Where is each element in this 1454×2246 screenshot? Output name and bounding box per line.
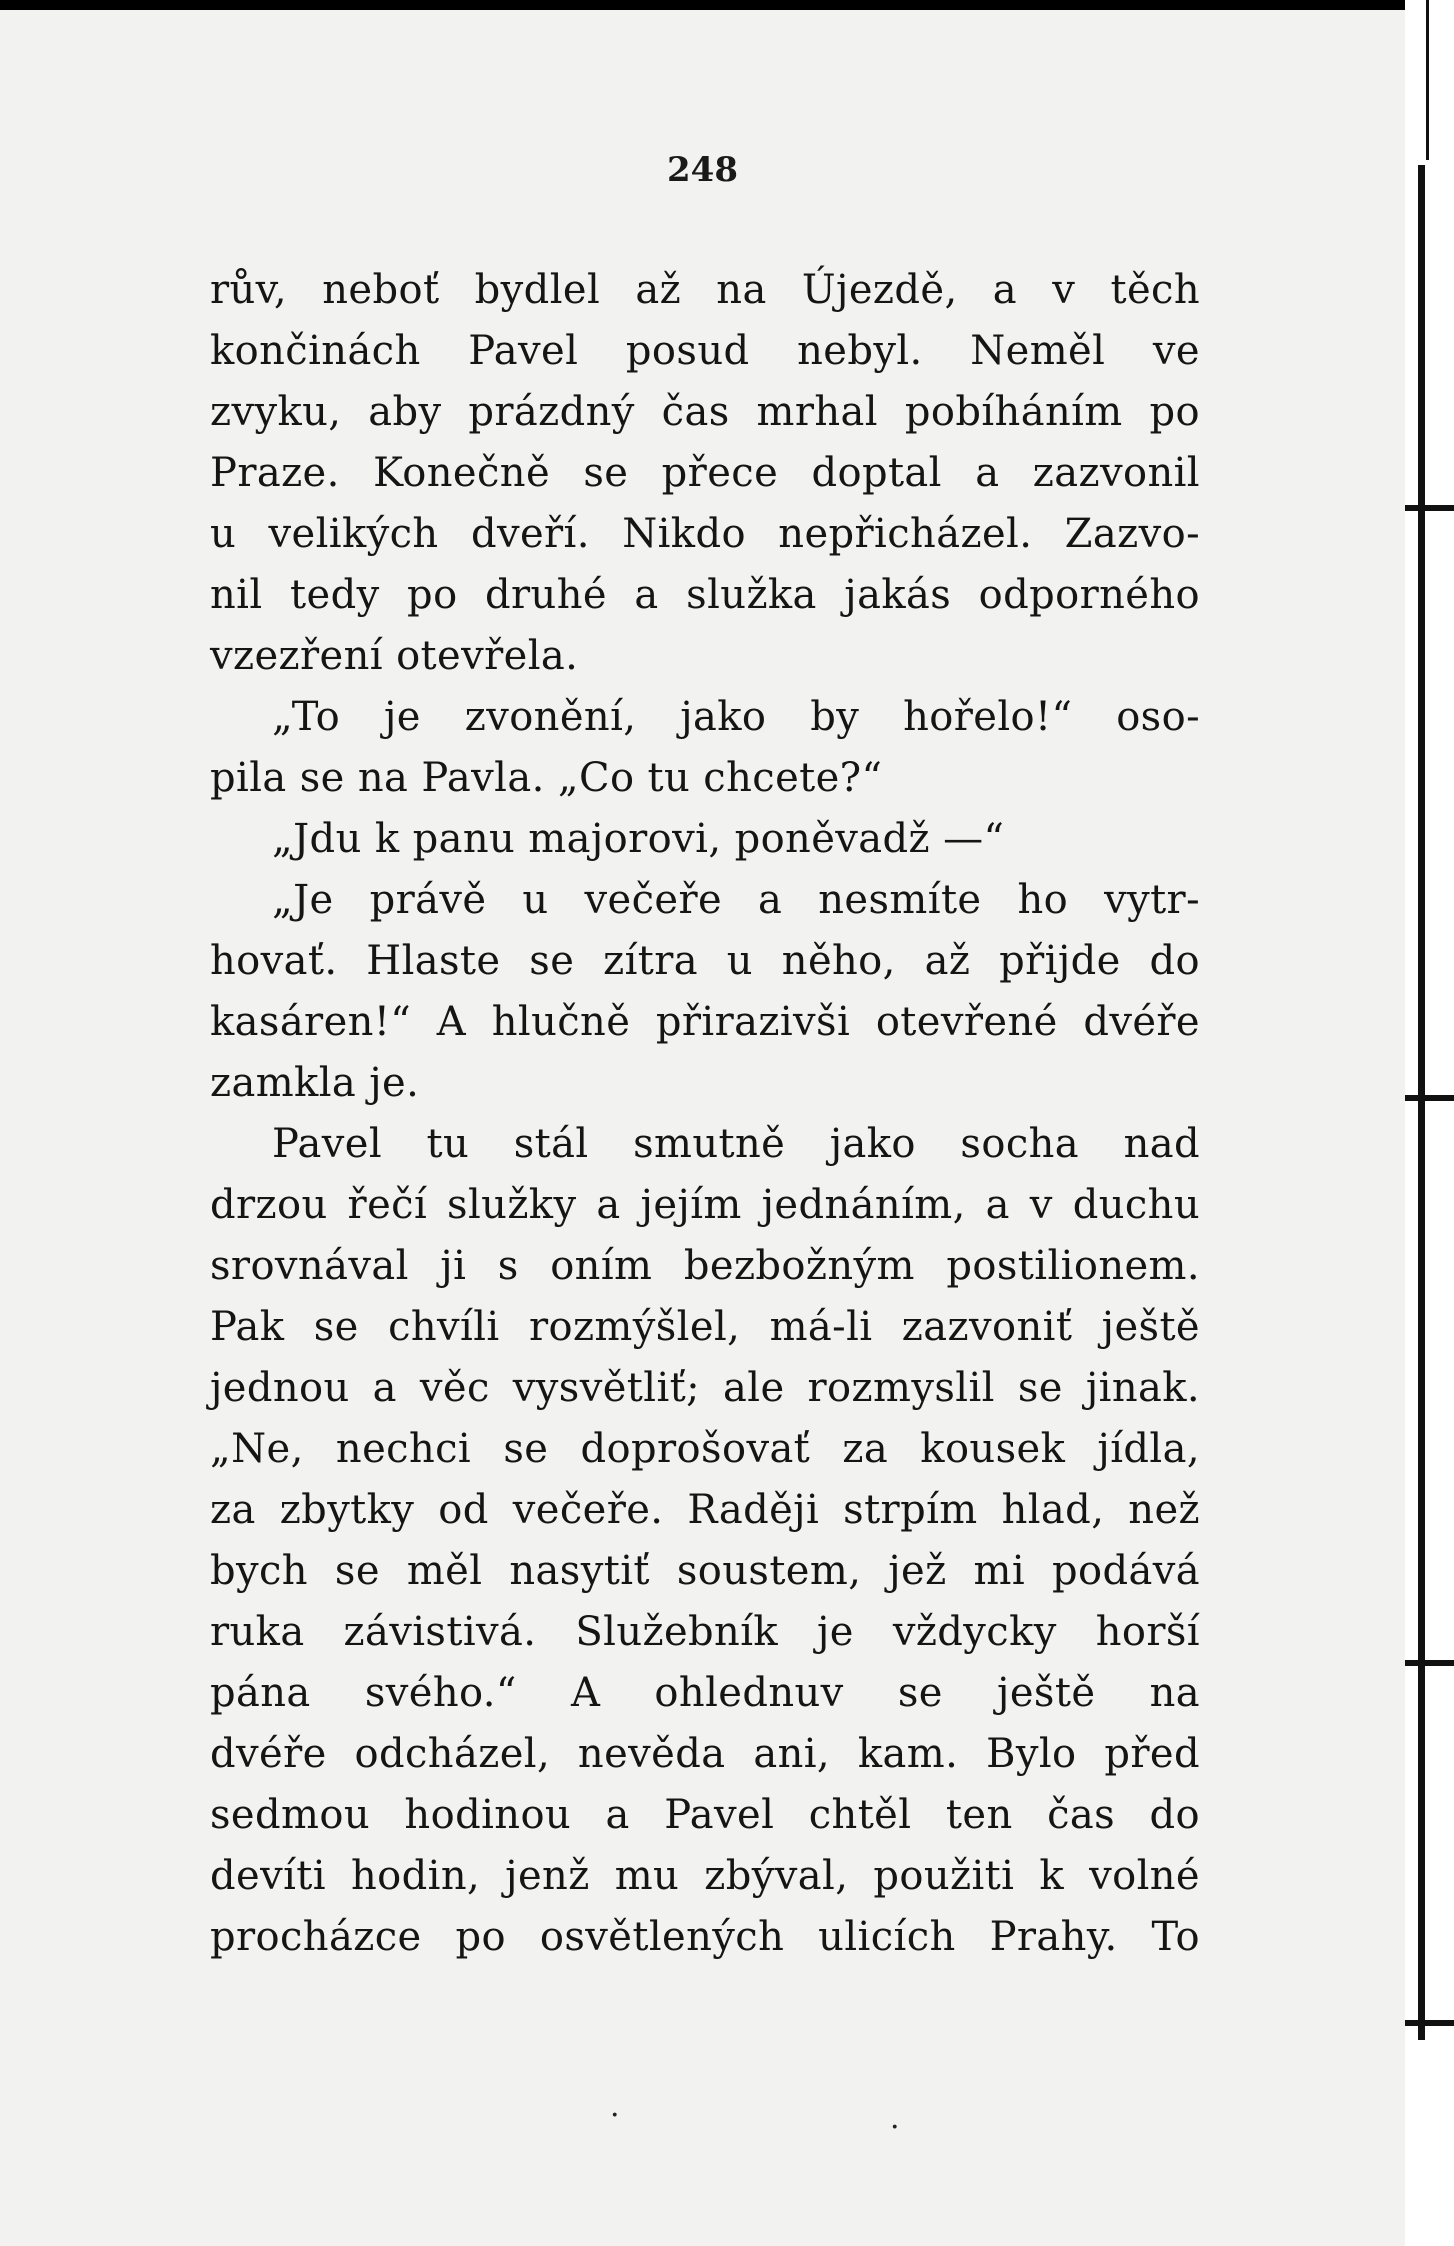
text-line: srovnával ji s oním bezbožným postilionem.: [210, 1243, 1200, 1289]
ink-speck: ·: [610, 2098, 620, 2133]
text-line: ruka závistivá. Služebník je vždycky horší: [210, 1609, 1200, 1655]
book-edge-strip: [1405, 0, 1454, 2246]
page-number: 248: [667, 150, 738, 190]
text-line: končinách Pavel posud nebyl. Neměl ve: [210, 328, 1200, 374]
text-line: jednou a věc vysvětliť; ale rozmyslil se jinak.: [210, 1365, 1200, 1411]
text-line: „To je zvonění, jako by hořelo!“ oso-: [272, 694, 1200, 740]
body-text: [210, 260, 1200, 1968]
book-edge-line-top: [1426, 0, 1429, 160]
edge-tick: [1405, 1095, 1454, 1101]
text-line: pila se na Pavla. „Co tu chcete?“: [210, 755, 883, 801]
edge-tick: [1405, 2020, 1454, 2026]
text-line: za zbytky od večeře. Raději strpím hlad, než: [210, 1487, 1200, 1533]
text-line: dvéře odcházel, nevěda ani, kam. Bylo před: [210, 1731, 1200, 1777]
text-line: sedmou hodinou a Pavel chtěl ten čas do: [210, 1792, 1200, 1838]
text-line: zvyku, aby prázdný čas mrhal pobíháním po: [210, 389, 1200, 435]
text-line: vzezření otevřela.: [210, 633, 579, 679]
text-line: u velikých dveří. Nikdo nepřicházel. Zazvo-: [210, 511, 1200, 557]
text-line: „Ne, nechci se doprošovať za kousek jídla,: [210, 1426, 1200, 1472]
text-line: drzou řečí služky a jejím jednáním, a v duchu: [210, 1182, 1200, 1228]
text-line: hovať. Hlaste se zítra u něho, až přijde do: [210, 938, 1200, 984]
text-line: Praze. Konečně se přece doptal a zazvonil: [210, 450, 1200, 496]
text-line: „Jdu k panu majorovi, poněvadž —“: [272, 816, 1005, 862]
text-line: kasáren!“ A hlučně přirazivši otevřené dvéře: [210, 999, 1200, 1045]
text-line: Pak se chvíli rozmýšlel, má-li zazvoniť ještě: [210, 1304, 1200, 1350]
text-line: Pavel tu stál smutně jako socha nad: [272, 1121, 1200, 1167]
ink-speck: ·: [890, 2110, 900, 2145]
text-line: procházce po osvětlených ulicích Prahy. To: [210, 1914, 1200, 1960]
text-line: bych se měl nasytiť soustem, jež mi podává: [210, 1548, 1200, 1594]
edge-tick: [1405, 505, 1454, 511]
text-line: zamkla je.: [210, 1060, 420, 1106]
text-line: devíti hodin, jenž mu zbýval, použiti k volné: [210, 1853, 1200, 1899]
book-edge-line: [1418, 165, 1425, 2040]
text-line: „Je právě u večeře a nesmíte ho vytr-: [272, 877, 1200, 923]
text-line: nil tedy po druhé a služka jakás odporného: [210, 572, 1200, 618]
edge-tick: [1405, 1660, 1454, 1666]
text-line: pána svého.“ A ohlednuv se ještě na: [210, 1670, 1200, 1716]
text-line: rův, neboť bydlel až na Újezdě, a v těch: [210, 267, 1200, 313]
